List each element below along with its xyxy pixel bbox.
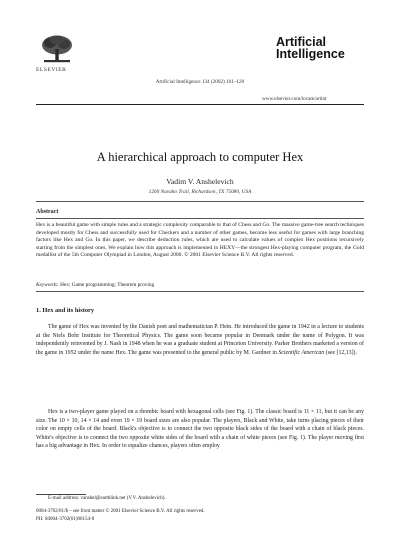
section-heading: 1. Hex and its history — [36, 307, 95, 314]
abstract-heading: Abstract — [36, 209, 59, 215]
header-rule — [36, 104, 364, 105]
journal-url: www.elsevier.com/locate/artint — [262, 96, 327, 102]
keywords-label: Keywords: — [36, 282, 59, 288]
paragraph-1-italic: Scientific American — [278, 349, 325, 356]
author-email-footnote: E-mail address: vanshel@earthlink.net (V.V. Anshelevich). — [48, 496, 166, 501]
abstract-heading-rule — [36, 218, 364, 219]
author-name: Vadim V. Anshelevich — [166, 177, 234, 186]
author-affiliation: 1260 Navaho Trail, Richardson, TX 75080, USA — [148, 189, 252, 195]
elsevier-tree-logo — [38, 34, 76, 64]
publisher-name: ELSEVIER — [36, 67, 67, 73]
copyright-line: 0004-3702/01/$ – see front matter © 2001 Elsevier Science B.V. All rights reserved. — [36, 509, 205, 514]
abstract-top-rule — [36, 201, 364, 202]
copyright-block — [36, 508, 205, 523]
abstract-bottom-rule — [36, 291, 364, 292]
footnote-rule — [36, 494, 86, 495]
pii-line: PII: S0004-3702(01)00154-0 — [36, 516, 95, 522]
paragraph-1-text: The game of Hex was invented by the Danish poet and mathematician P. Hein. He introduced the game in 1942 in a lecture to students at the Niels Bohr Institute for Theoretical Physics. The game soon became popular in Denmark under the name of Polygon. It was independently reinvented by J. Nash in 1948 when he was a graduate student at Princeton University. Parker Brothers marketed a version of the game in 1952 under the name Hex. The game was presented to the general public by M. Gardner in — [36, 324, 364, 356]
body-paragraph-1 — [36, 323, 364, 357]
keywords-line — [36, 282, 364, 288]
journal-citation: Artificial Intelligence 134 (2002) 101–120 — [155, 79, 245, 85]
body-paragraph-2: Hex is a two-player game played on a rhombic board with hexagonal cells (see Fig. 1). The classic board is 11 × 11, but it can be any size. The 10 × 10, 14 × 14 and even 19 × 19 board sizes are also popular. The players, Black and White, take turns placing pieces of their color on empty cells of the board. Black's objective is to connect the two opposite black sides of the board with a chain of black pieces. White's objective is to connect the two opposite white sides of the board with a chain of white pieces (see Fig. 1). The player moving first has a big advantage in Hex. In order to equalize chances, players often employ — [36, 409, 364, 450]
journal-brand-line-2: Intelligence — [276, 47, 345, 61]
keywords-list: Hex; Game programming; Theorem proving — [60, 282, 155, 288]
paragraph-1-tail: (see [12,13]). — [325, 349, 357, 356]
article-title: A hierarchical approach to computer Hex — [96, 150, 304, 164]
journal-brand — [276, 36, 345, 60]
abstract-text: Hex is a beautiful game with simple rules and a strategic complexity comparable to that of Chess and Go. The massive game-tree search techniques developed mostly for Chess and successfully used for Checkers and a number of other games, become less useful for games with large branching factors like Hex and Go. In this paper, we describe deduction rules, which are used to calculate values of complex Hex positions recursively starting from the simplest ones. We explain how this approach is implemented in HEXY—the strongest Hex-playing computer program, the Gold medallist of the 5th Computer Olympiad in London, August 2000. © 2001 Elsevier Science B.V. All rights reserved. — [36, 222, 364, 259]
journal-brand-line-1: Artificial — [276, 35, 327, 49]
